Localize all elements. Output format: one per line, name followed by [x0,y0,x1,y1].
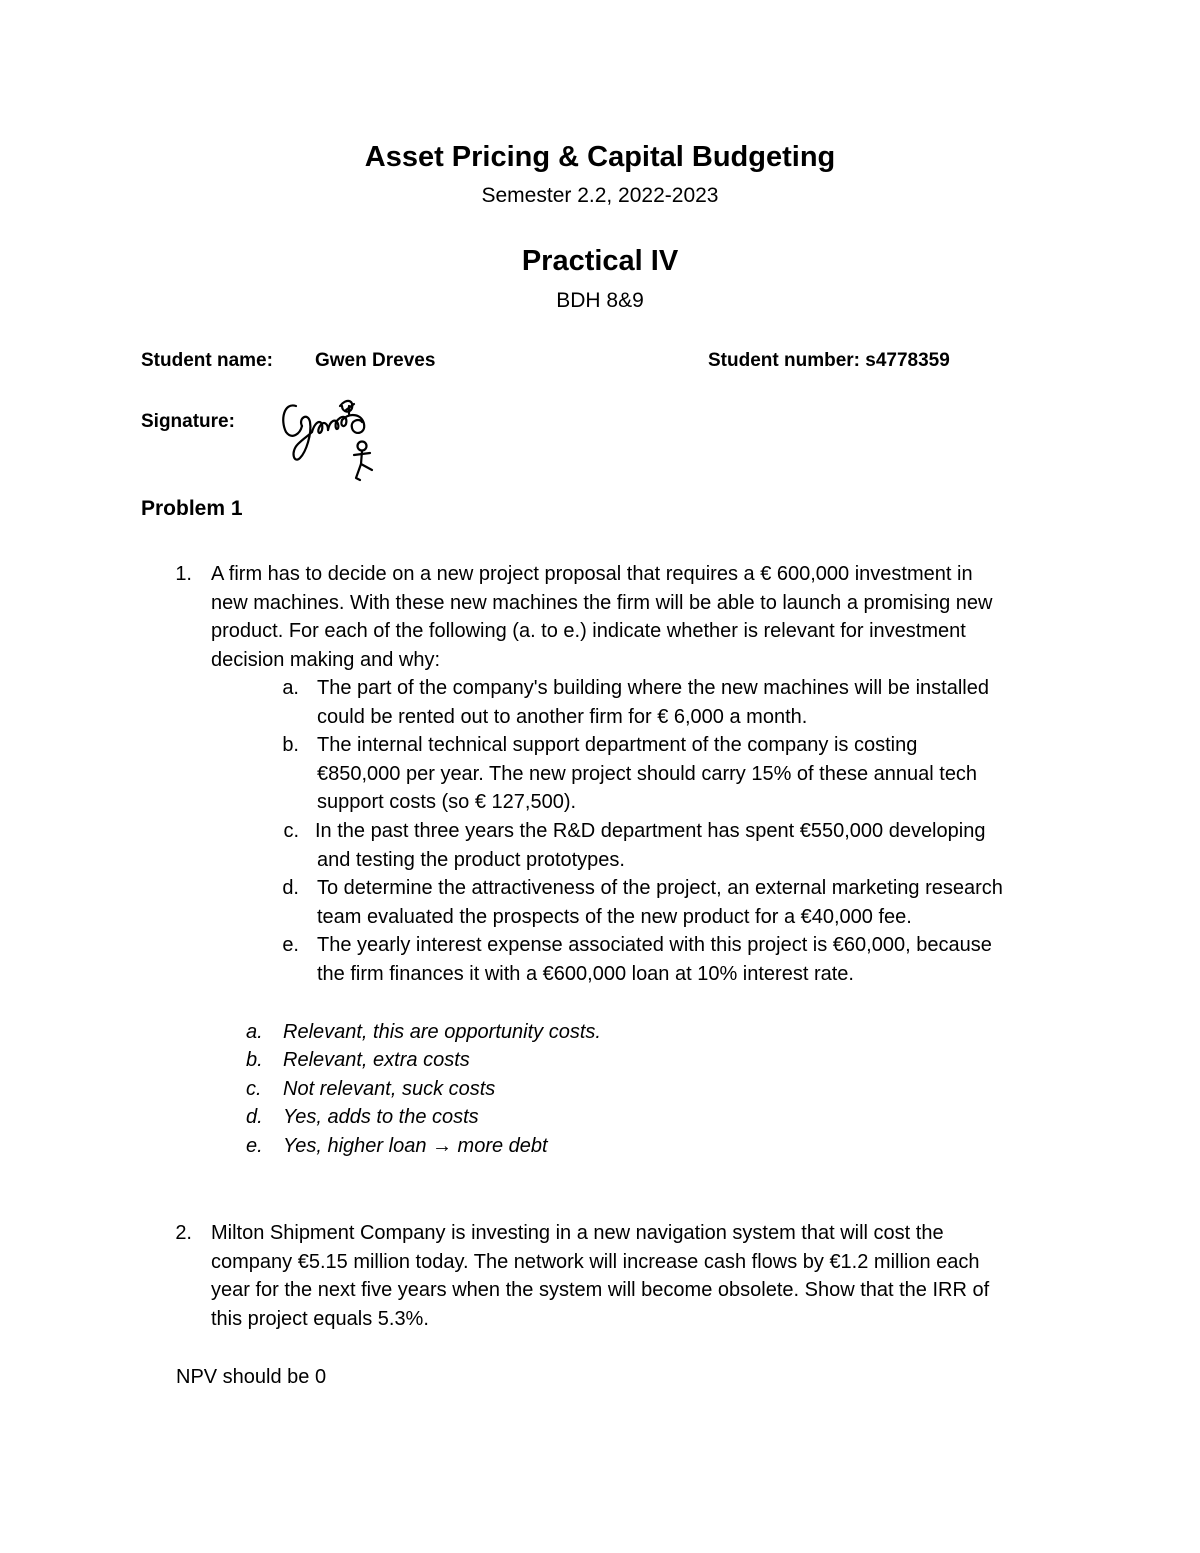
sub-item-letter: a. [282,677,299,699]
sub-item-line: The part of the company's building where the new machines will be installed [317,677,989,699]
answer-letter: c. [246,1078,262,1100]
sub-item-letter: c. [283,820,299,842]
q1-number: 1. [175,563,192,585]
sub-item-letter: e. [282,934,299,956]
sub-item-line: In the past three years the R&D department has spent €550,000 developing [315,820,986,842]
sub-item-line: and testing the product prototypes. [317,848,625,871]
sub-item-line: support costs (so € 127,500). [317,791,577,814]
practical-title: Practical IV [521,245,679,277]
sub-item-letter: d. [282,877,299,899]
sub-item-e [317,931,992,988]
group-label: BDH 8&9 [556,289,644,312]
q2-line: year for the next five years when the system will become obsolete. Show that the IRR of [211,1279,990,1302]
q2-text [211,1219,989,1333]
q1-line: A firm has to decide on a new project proposal that requires a € 600,000 investment in [211,563,973,585]
q2-line: company €5.15 million today. The network will increase cash flows by €1.2 million each [211,1250,980,1273]
answer-letter: d. [246,1106,263,1128]
answer-a: Relevant, this are opportunity costs. [283,1021,601,1043]
answer-b: Relevant, extra costs [283,1049,470,1071]
student-number: Student number: s4778359 [708,350,950,371]
answer-d: Yes, adds to the costs [283,1106,479,1128]
answer-e: Yes, higher loan → more debt [283,1135,548,1157]
student-name-value: Gwen Dreves [315,350,436,371]
answer-letter: e. [246,1135,263,1157]
signature-label: Signature: [141,411,235,432]
semester-subtitle: Semester 2.2, 2022-2023 [481,184,719,207]
sub-item-c [315,817,985,874]
student-name-label: Student name: [141,350,273,371]
q2-line: Milton Shipment Company is investing in a new navigation system that will cost the [211,1222,944,1244]
sub-item-line: To determine the attractiveness of the project, an external marketing research [317,877,1003,899]
sub-item-line: team evaluated the prospects of the new product for a €40,000 fee. [317,905,912,928]
q2-number: 2. [175,1222,192,1244]
q1-line: product. For each of the following (a. to e.) indicate whether is relevant for investment [211,620,966,643]
handwritten-signature [276,392,376,486]
q2-line: this project equals 5.3%. [211,1307,429,1330]
sub-item-letter: b. [282,734,299,756]
sub-item-line: The yearly interest expense associated with this project is €60,000, because [317,934,992,956]
sub-item-line: the firm finances it with a €600,000 loan at 10% interest rate. [317,962,854,985]
answer-letter: a. [246,1021,263,1043]
sub-item-line: could be rented out to another firm for € 6,000 a month. [317,705,808,728]
document-title: Asset Pricing & Capital Budgeting [364,141,836,173]
q1-line: decision making and why: [211,648,441,671]
sub-item-a [317,674,989,731]
sub-item-b [317,731,977,817]
problem-heading: Problem 1 [141,497,243,520]
sub-item-line: The internal technical support department of the company is costing [317,734,918,756]
answer-c: Not relevant, suck costs [283,1078,496,1100]
q2-answer: NPV should be 0 [176,1366,327,1388]
q1-line: new machines. With these new machines the firm will be able to launch a promising new [211,591,993,614]
answer-letter: b. [246,1049,263,1071]
sub-item-line: €850,000 per year. The new project should carry 15% of these annual tech [317,762,978,785]
sub-item-d [317,874,1003,931]
q1-text [211,560,992,674]
